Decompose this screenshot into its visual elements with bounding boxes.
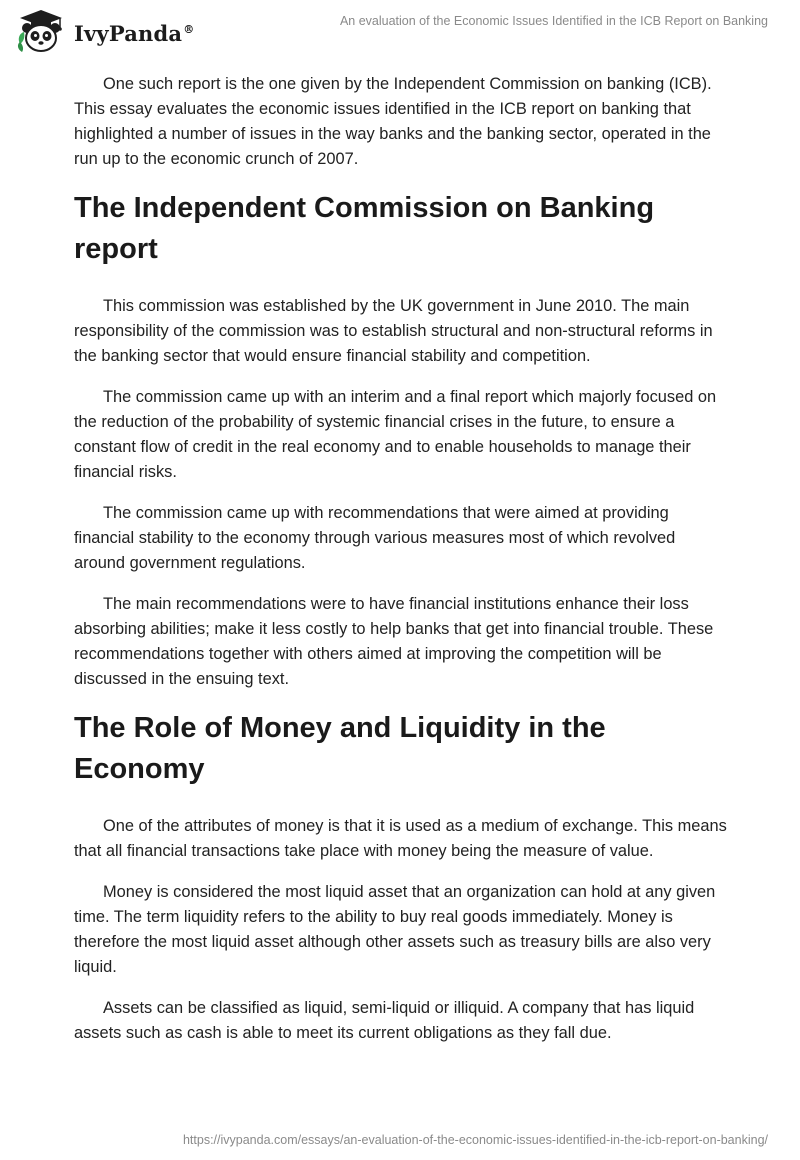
section-paragraph: Assets can be classified as liquid, semi-liquid or illiquid. A company that has liquid assets such as cash is able to meet its current obligations as they fall due. (74, 999, 695, 1042)
brand-name: IvyPanda® (74, 20, 195, 46)
section-paragraph: Money is considered the most liquid asset that an organization can hold at any given time. The term liquidity refers to the ability to buy real goods immediately. Money is therefore the most liquid asset although other assets such as treasury bills are also very liquid. (74, 883, 716, 976)
article-body (74, 72, 730, 1062)
section-paragraph: The commission came up with recommendations that were aimed at providing financial stability to the economy through various measures most of which revolved around government regulations. (74, 504, 676, 572)
section-heading: The Independent Commission on Banking report (74, 192, 655, 265)
section-heading: The Role of Money and Liquidity in the Economy (74, 712, 606, 785)
section-paragraph: The commission came up with an interim and a final report which majorly focused on the reduction of the probability of systemic financial crises in the future, to ensure a constant flow of credit in the real economy and to enable households to manage their financial risks. (74, 388, 717, 481)
panda-graduate-icon (14, 8, 68, 54)
section-paragraph: One of the attributes of money is that it is used as a medium of exchange. This means that all financial transactions take place with money being the measure of value. (74, 817, 727, 860)
page-header (0, 0, 800, 60)
section-paragraph: This commission was established by the UK government in June 2010. The main responsibility of the commission was to establish structural and non-structural reforms in the banking sector that would ensure financial stability and competition. (74, 297, 713, 365)
intro-paragraph: One such report is the one given by the Independent Commission on banking (ICB). This essay evaluates the economic issues identified in the ICB report on banking that highlighted a number of issues in the way banks and the banking sector, operated in the run up to the economic crunch of 2007. (74, 75, 712, 168)
source-url-link[interactable]: https://ivypanda.com/essays/an-evaluation-of-the-economic-issues-identified-in-the-icb-report-on-banking/ (182, 1133, 768, 1147)
document-title: An evaluation of the Economic Issues Identified in the ICB Report on Banking (339, 14, 768, 28)
registered-mark: ® (183, 22, 195, 36)
ivypanda-logo[interactable] (14, 8, 194, 54)
section-paragraph: The main recommendations were to have financial institutions enhance their loss absorbing abilities; make it less costly to help banks that get into financial trouble. These recommendations together with others aimed at improving the competition will be discussed in the ensuing text. (74, 595, 714, 688)
